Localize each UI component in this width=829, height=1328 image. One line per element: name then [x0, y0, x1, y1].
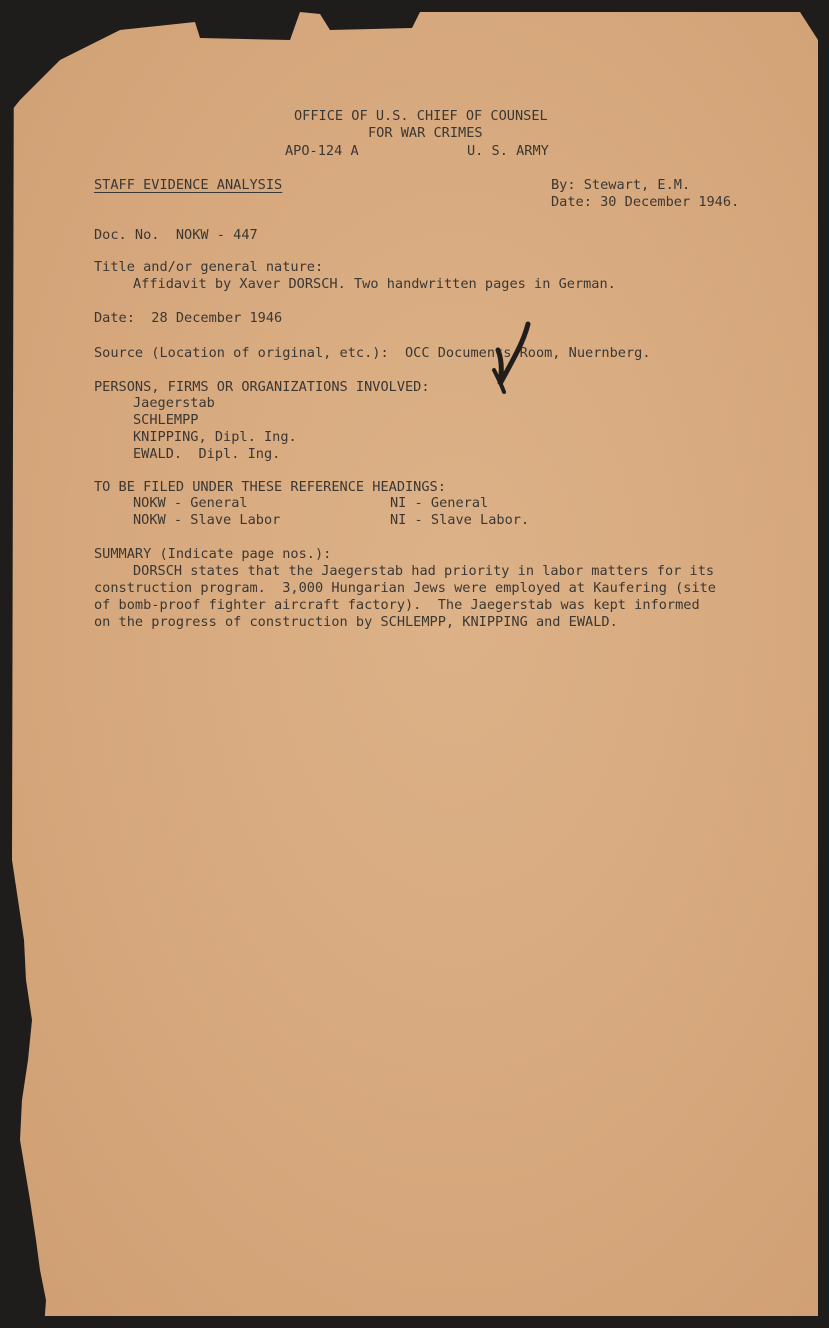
office-header-line2: FOR WAR CRIMES [368, 125, 483, 141]
source-line: Source (Location of original, etc.): OCC Documents Room, Nuernberg. [94, 345, 651, 361]
handwritten-check-mark [488, 320, 538, 400]
analyst-name: By: Stewart, E.M. [551, 177, 691, 193]
office-header-line1: OFFICE OF U.S. CHIEF OF COUNSEL [294, 108, 548, 124]
reference-heading: NI - General [390, 495, 489, 511]
torn-top-edge [0, 0, 829, 110]
title-nature-label: Title and/or general nature: [94, 259, 324, 275]
summary-label: SUMMARY (Indicate page nos.): [94, 546, 332, 562]
reference-heading: NOKW - General [133, 495, 248, 511]
analysis-date: Date: 30 December 1946. [551, 194, 740, 210]
reference-heading: NOKW - Slave Labor [133, 512, 281, 528]
document-number: Doc. No. NOKW - 447 [94, 227, 258, 243]
reference-heading: NI - Slave Labor. [390, 512, 530, 528]
person-item: SCHLEMPP [133, 412, 199, 428]
summary-line: DORSCH states that the Jaegerstab had priority in labor matters for its [133, 563, 715, 579]
person-item: KNIPPING, Dipl. Ing. [133, 429, 297, 445]
reference-label: TO BE FILED UNDER THESE REFERENCE HEADINGS: [94, 479, 446, 495]
document-date: Date: 28 December 1946 [94, 310, 283, 326]
analysis-title: STAFF EVIDENCE ANALYSIS [94, 177, 283, 193]
title-nature-value: Affidavit by Xaver DORSCH. Two handwritten pages in German. [133, 276, 616, 292]
persons-label: PERSONS, FIRMS OR ORGANIZATIONS INVOLVED: [94, 379, 430, 395]
person-item: Jaegerstab [133, 395, 215, 411]
person-item: EWALD. Dipl. Ing. [133, 446, 281, 462]
army-label: U. S. ARMY [467, 143, 549, 159]
apo-number: APO-124 A [285, 143, 359, 159]
summary-line: construction program. 3,000 Hungarian Jews were employed at Kaufering (site [94, 580, 716, 596]
torn-left-edge [0, 0, 60, 1328]
summary-line: on the progress of construction by SCHLEMPP, KNIPPING and EWALD. [94, 614, 618, 630]
summary-line: of bomb-proof fighter aircraft factory). The Jaegerstab was kept informed [94, 597, 700, 613]
